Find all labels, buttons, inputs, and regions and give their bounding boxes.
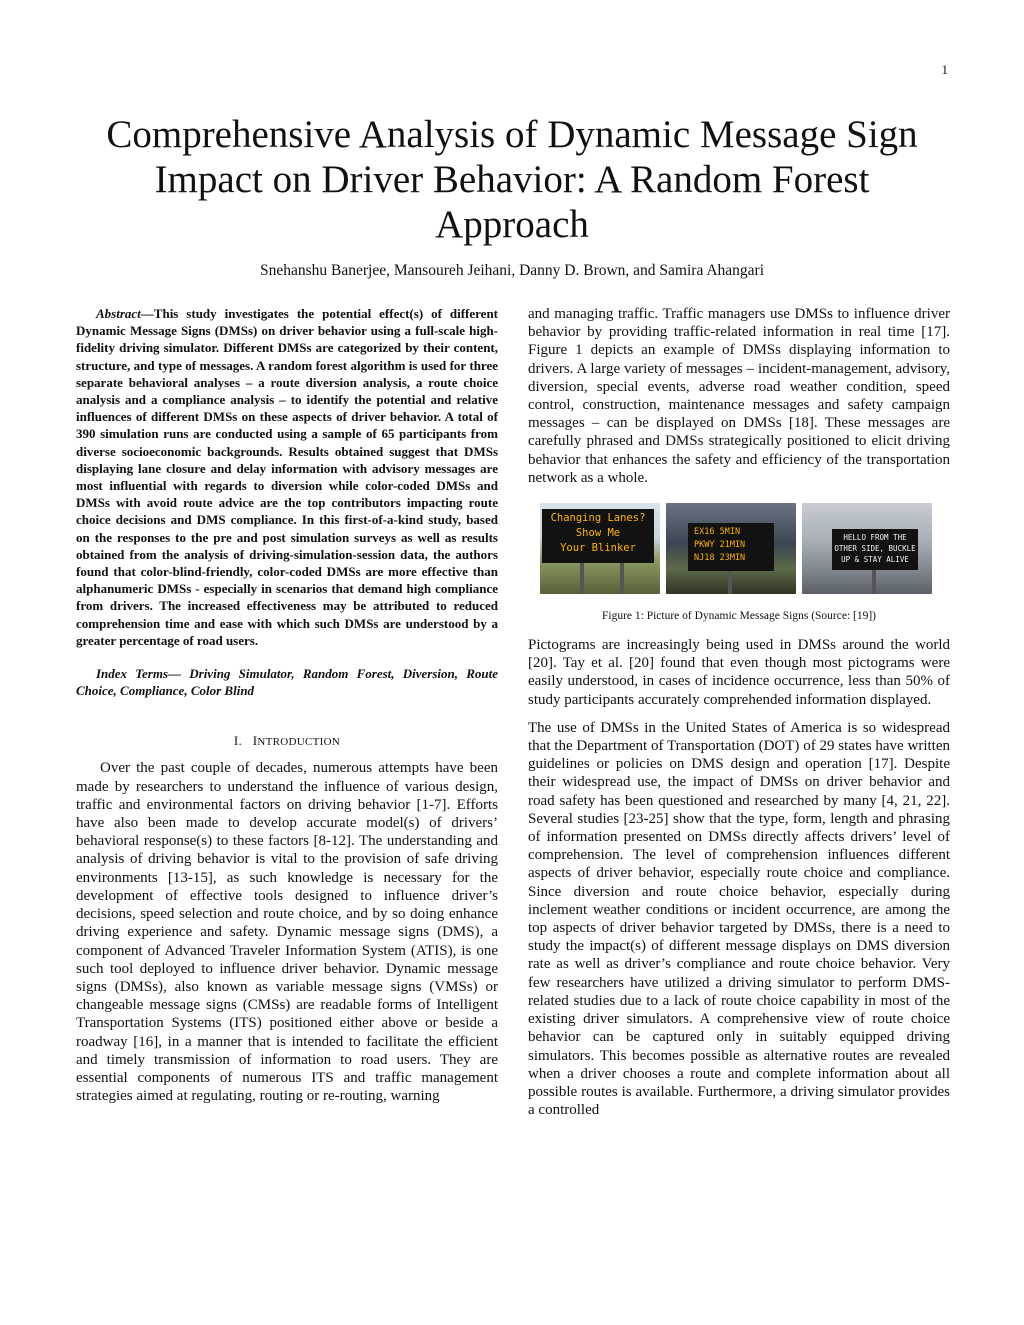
dms-photo-blinker	[540, 503, 660, 594]
figure-caption: Figure 1: Picture of Dynamic Message Signs (Source: [19])	[601, 610, 877, 623]
section-title-initial: I	[252, 733, 258, 749]
dms-photo-travel-times	[666, 503, 796, 594]
body-paragraph: and managing traffic. Traffic managers use DMSs to influence driver behavior by providing traffic-related information in real time [17]. Figure 1 depicts an example of DMSs displaying information to drivers. A large variety of messages – incident-management, advisory, diversion, special events, adverse road weather condition, speed control, construction, maintenance messages and safety campaign messages – can be displayed on DMSs [18]. These messages are carefully phrased and DMSs strategically positioned to elicit driving behavior that enhances the safety and efficiency of the transportation network as a whole.	[528, 306, 950, 486]
author-list: Snehanshu Banerjee, Mansoureh Jeihani, Danny D. Brown, and Samira Ahangari	[259, 262, 765, 279]
figure-1	[540, 503, 950, 594]
abstract	[76, 305, 498, 649]
sign-post	[620, 561, 624, 594]
section-title-rest: NTRODUCTION	[257, 736, 341, 749]
dms-sign-message: Changing Lanes? Show Me Your Blinker	[542, 509, 654, 563]
abstract-label: Abstract	[96, 306, 141, 321]
section-number: I.	[233, 733, 243, 749]
dms-photo-seatbelt	[802, 503, 932, 594]
intro-paragraph: Over the past couple of decades, numerous attempts have been made by researchers to understand the influence of various design, traffic and environmental factors on driving behavior [1-7]. Efforts have also been made to develop accurate model(s) of drivers’ behavioral response(s) to these factors [8-12]. The understanding and analysis of driving behavior is vital to the provision of safe driving environments [13-15], as such knowledge is necessary for the development of effective tools designed to influence driver’s decisions, speed selection and route choice, and by so doing enhance driving experience and safety. Dynamic message signs (DMS), a component of Advanced Traveler Information System (ATIS), is one such tool deployed to influence driver behavior. Dynamic message signs (DMSs), also known as variable message signs (VMSs) or changeable message signs (CMSs) are readable forms of Intelligent Transportation Systems (ITS) positioned either above or beside a roadway [16], in a manner that is intended to facilitate the efficient and timely transmission of information to road users. They are essential components of numerous ITS and traffic management strategies aimed at regulating, routing or re-routing, warning	[76, 760, 498, 1105]
left-column	[76, 305, 498, 1105]
body-paragraph: The use of DMSs in the United States of America is so widespread that the Department of Transportation (DOT) of 29 states have written guidelines or policies on DMS design and operation [17]. Despite their widespread use, the impact of DMSs on driver behavior and road safety has been questioned and researched by many [4, 21, 22]. Several studies [23-25] show that the type, form, length and phrasing of information presented on DMSs directly affects drivers’ level of comprehension. The level of comprehension influences different aspects of driver behavior, especially route choice and compliance. Since diversion and route choice behavior, especially during inclement weather conditions or incident occurrence, are among the top aspects of driver behavior targeted by DMSs, there is a need to study the impact(s) of different message displays on DMS diversion rate as well as driver’s compliance and route choice behavior. Very few researchers have utilized a driving simulator to perform DMS-related studies due to a lack of route choice capability in most of the existing driver simulators. A comprehensive view of route choice behavior can be captured only in suitably equipped driving simulators. This becomes possible as alternative routes are revealed when a driver chooses a route and complete information about all possible routes is available. Furthermore, a driving simulator provides a controlled	[528, 719, 950, 1119]
sign-post	[872, 567, 876, 594]
abstract-text: This study investigates the potential effect(s) of different Dynamic Message Signs (DMSs) on driver behavior using a full-scale high-fidelity driving simulator. Different DMSs are categorized by their content, structure, and type of messages. A random forest algorithm is used for three separate behavioral analyses – a route diversion analysis, a route choice analysis and a compliance analysis – to identify the potential and relative influences of different DMSs on these aspects of driver behavior. A total of 390 simulation runs are conducted using a sample of 65 participants from diverse socioeconomic backgrounds. Results obtained suggest that DMSs displaying lane closure and delay information with advisory messages are most influential with regards to diversion while color-coded DMSs and DMSs with avoid route advice are the top contributors impacting route choice decisions and DMS compliance. In this first-of-a-kind study, based on the responses to the pre and post simulation surveys as well as results obtained from the analysis of driving-simulation-session data, the authors found that color-blind-friendly, color-coded DMSs are more effective than alphanumeric DMSs - especially in scenarios that demand high compliance from drivers. The increased effectiveness may be attributed to reduced comprehension time and ease with which such DMSs are understood by a greater percentage of road users.	[76, 306, 498, 648]
abstract-dash: —	[140, 306, 154, 321]
page-number: 1	[941, 62, 948, 77]
section-heading-introduction	[76, 733, 498, 749]
title-line: Impact on Driver Behavior: A Random Forest	[154, 158, 870, 201]
sign-post	[728, 571, 732, 594]
right-column	[528, 305, 950, 1119]
sign-post	[580, 561, 584, 594]
dms-sign-message: EX16 5MIN PKWY 21MIN NJ18 23MIN	[688, 523, 774, 571]
title-line: Approach	[435, 203, 589, 246]
index-terms: Index Terms— Driving Simulator, Random Forest, Diversion, Route Choice, Compliance, Color Blind	[76, 666, 498, 699]
dms-sign-message: HELLO FROM THE OTHER SIDE, BUCKLE UP & STAY ALIVE	[832, 529, 918, 570]
title-line: Comprehensive Analysis of Dynamic Message Sign	[106, 113, 918, 156]
paper-title	[60, 112, 964, 247]
body-paragraph: Pictograms are increasingly being used in DMSs around the world [20]. Tay et al. [20] found that even though most pictograms were easily understood, in cases of incidence occurrence, less than 50% of study participants accurately comprehended information displayed.	[528, 637, 950, 708]
